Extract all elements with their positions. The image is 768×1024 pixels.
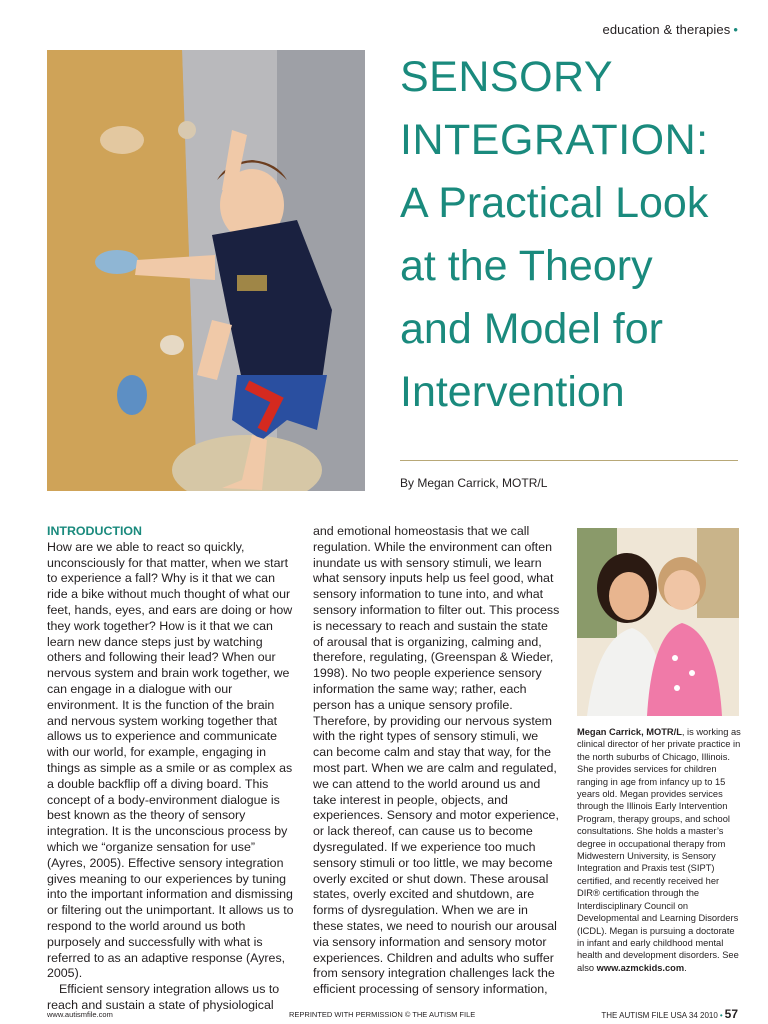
body-column-1 — [47, 524, 297, 1014]
paragraph: Efficient sensory integration allows us to reach and sustain a state of physiological — [47, 982, 280, 1012]
footer-bullet: • — [719, 1011, 723, 1020]
section-bullet: • — [733, 22, 738, 37]
bio-text: , is working as clinical director of her private practice in the north suburbs of Chicago, Illinois. She provides services for children ranging in age from infancy up to 15 years old. Megan provides services through the Illinois Early Intervention Program, therapy groups, and school consultations. She holds a master’s degree in occupational therapy from Midwestern University, is Sensory Integration and Praxis test (SIPT) certified, and recently received her DIR® certification through the Interdisciplinary Council on Developmental and Learning Disorders (ICDL). Megan is pursuing a doctorate in infant and early childhood mental health and development disorders. See also — [577, 727, 741, 973]
author-photo — [577, 528, 739, 716]
footer-issue-label: THE AUTISM FILE USA 34 2010 — [601, 1011, 718, 1020]
body-column-2 — [313, 524, 560, 998]
footer-website[interactable]: www.autismfile.com — [47, 1010, 113, 1019]
subtitle-line: Intervention — [400, 368, 625, 416]
subtitle-line: and Model for — [400, 305, 663, 353]
child-climbing-wall-illustration — [47, 50, 365, 491]
title-line: INTEGRATION: — [400, 116, 709, 164]
title-divider — [400, 460, 738, 461]
subtitle-line: at the Theory — [400, 242, 653, 290]
paragraph: and emotional homeostasis that we call regulation. While the environment can often inundate us with sensory stimuli, we learn what sensory inputs help us feel good, what sensory information to tune into, and what sensory information to filter out. This process is necessary to reach and sustain the state of arousal that is organizing, calming and, therefore, regulating, (Greenspan & Wieder, 1998). No two people experience sensory information the same way; rather, each person has a unique sensory profile. Therefore, by providing our nervous system with the right types of sensory stimuli, we can become calm and stay that way, for the most part. When we are calm and regulated, we can attend to the world around us and take interest in people, objects, and experiences. Sensory and motor experience, or lack thereof, can cause us to become dysregulated. If we experience too much sensory stimuli or too little, we may become overly excited or shut down. These arousal states, overly excited and shutdown, are forms of dysregulation. When we are in these states, we need to nourish our arousal via sensory information and sensory motor experiences. Children and adults who suffer from sensory integration challenges lack the efficient processing of sensory information, — [313, 524, 560, 997]
author-with-child-illustration — [577, 528, 739, 716]
author-name: Megan Carrick, MOTR/L — [577, 727, 682, 737]
footer-reprint-notice: REPRINTED WITH PERMISSION © THE AUTISM FILE — [289, 1010, 476, 1019]
title-line: SENSORY — [400, 53, 613, 101]
title-block — [400, 46, 750, 424]
byline: By Megan Carrick, MOTR/L — [400, 476, 548, 490]
footer-issue — [601, 1007, 738, 1021]
hero-photo — [47, 50, 365, 491]
bio-end: . — [684, 962, 687, 973]
bio-website-link[interactable]: www.azmckids.com — [596, 962, 685, 973]
page-number: 57 — [724, 1007, 738, 1021]
subtitle — [400, 172, 750, 424]
section-label: education & therapies — [602, 22, 731, 37]
subtitle-line: A Practical Look — [400, 179, 709, 227]
section-tag — [602, 22, 738, 37]
section-heading: INTRODUCTION — [47, 524, 142, 538]
paragraph: How are we able to react so quickly, unconsciously for that matter, when we start to experience a fall? Why is it that we can ride a bike without much thought of what our feet, hands, eyes, and ears are doing or how they work together? How is it that we can learn new dance steps just by watching others and following their lead? When our nervous system and brain work together, we can engage in a dialogue with our environment. It is the function of the brain and nervous system working together that allows us to experience and communicate with our world, for example, engaging in things as simple as a smile or as complex as a double backflip off a diving board. This concept of a body-environment dialogue is best known as the theory of sensory integration. It is the unconscious process by which we “organize sensation for use” (Ayres, 2005). Effective sensory integration gives meaning to our experiences by tuning into the important information and dismissing or filtering out the unimportant. It allows us to respond to the world around us both purposely and successfully with what is referred to as an adaptive response (Ayres, 2005). — [47, 539, 294, 981]
title-main — [400, 46, 750, 172]
author-bio — [577, 726, 741, 974]
